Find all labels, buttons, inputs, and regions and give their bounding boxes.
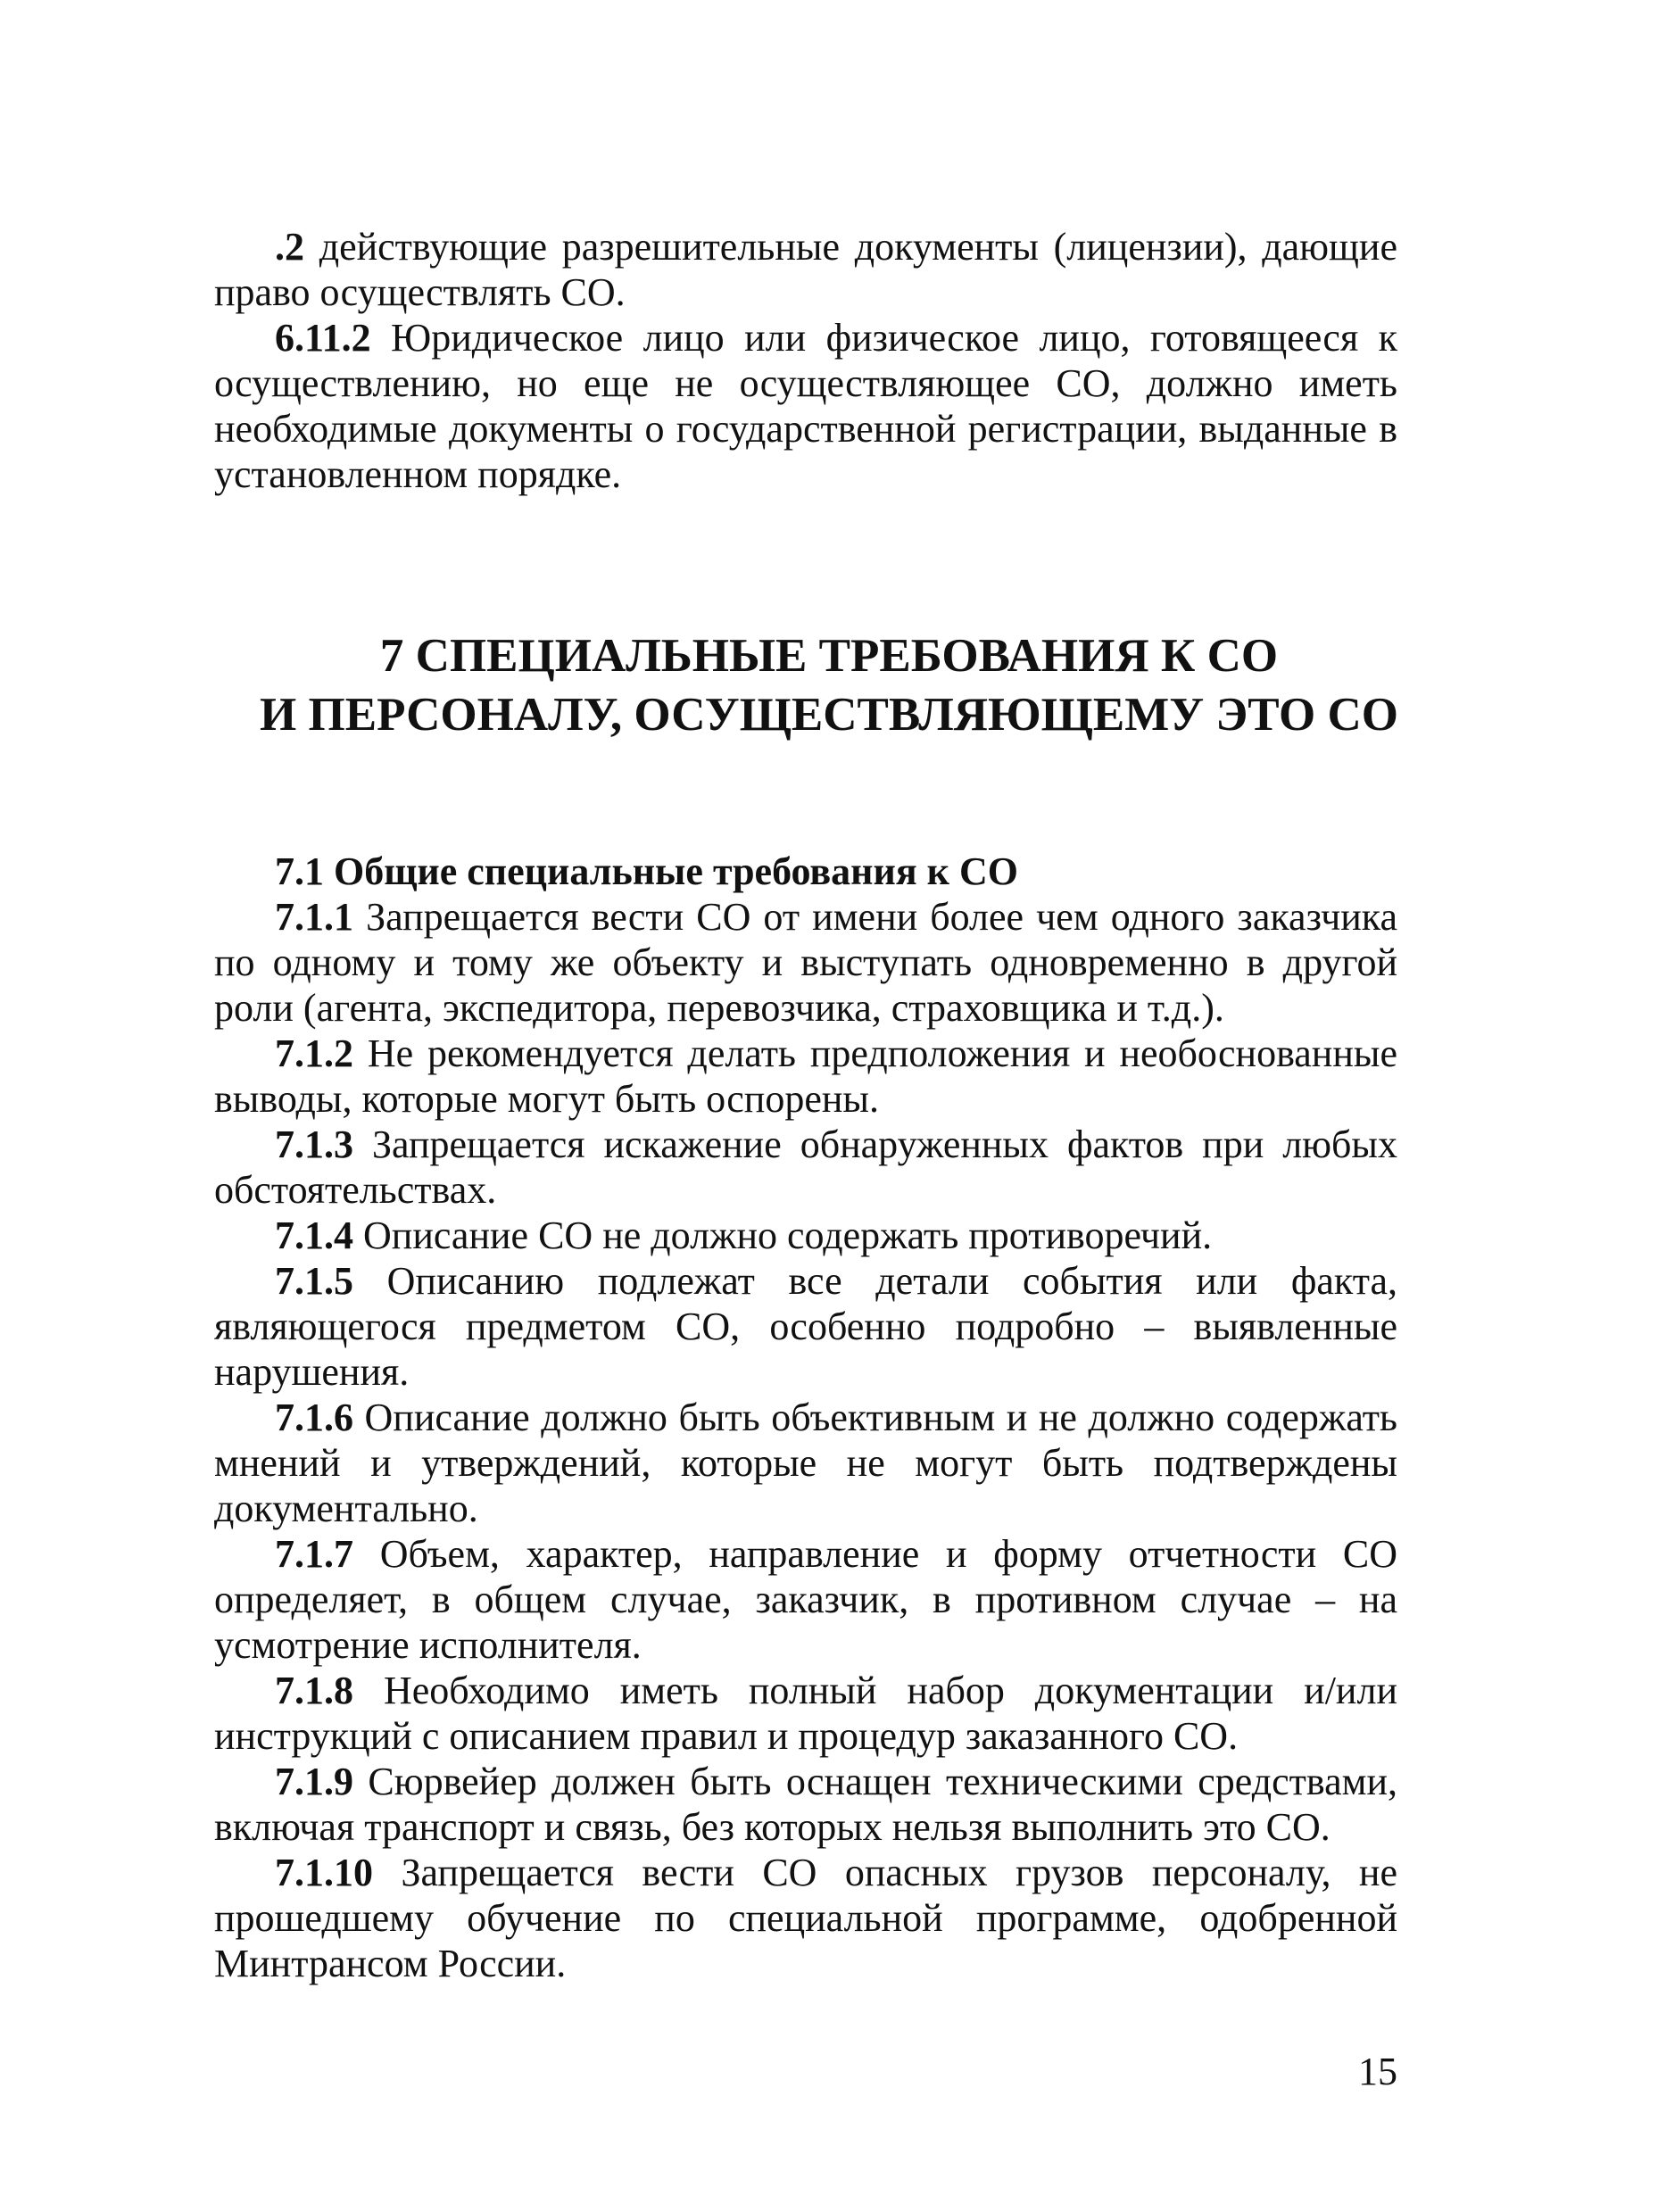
list-item	[214, 1213, 1397, 1258]
item-number: 7.1.6	[275, 1396, 353, 1439]
item-number: 7.1.9	[275, 1760, 353, 1803]
paragraph-number: .2	[275, 225, 304, 269]
item-number: 7.1.1	[275, 895, 353, 939]
paragraph-license	[214, 224, 1397, 315]
item-text: Запрещается вести СО от имени более чем одного заказчика по одному и тому же объекту и выступать одновременно в другой роли (агента, экспедитора, перевозчика, страховщика и т.д.).	[214, 895, 1397, 1030]
item-text: Запрещается вести СО опасных грузов персоналу, не прошедшему обучение по специальной программе, одобренной Минтрансом России.	[214, 1851, 1397, 1985]
item-number: 7.1.4	[275, 1214, 353, 1257]
item-text: Описанию подлежат все детали события или факта, являющегося предметом СО, особенно подробно – выявленные нарушения.	[214, 1259, 1397, 1394]
list-item	[214, 894, 1397, 1031]
list-item	[214, 1759, 1397, 1850]
list-item	[214, 1668, 1397, 1759]
section-heading	[125, 626, 1533, 744]
item-number: 7.1.2	[275, 1031, 353, 1075]
list-item	[214, 1122, 1397, 1213]
item-text: Описание должно быть объективным и не должно содержать мнений и утверждений, которые не могут быть подтверждены документально.	[214, 1396, 1397, 1530]
paragraph-6-11-2	[214, 315, 1397, 497]
list-item	[214, 1258, 1397, 1395]
item-text: Необходимо иметь полный набор документации и/или инструкций с описанием правил и процедур заказанного СО.	[214, 1669, 1397, 1758]
list-item	[214, 1031, 1397, 1122]
section-heading-line-2: И ПЕРСОНАЛУ, ОСУЩЕСТВЛЯЮЩЕМУ ЭТО СО	[260, 689, 1398, 741]
item-text: Сюрвейер должен быть оснащен техническими средствами, включая транспорт и связь, без которых нельзя выполнить это СО.	[214, 1760, 1397, 1849]
item-text: Описание СО не должно содержать противоречий.	[353, 1214, 1213, 1257]
list-item	[214, 1531, 1397, 1668]
item-text: Не рекомендуется делать предположения и необоснованные выводы, которые могут быть оспорены.	[214, 1031, 1397, 1121]
item-number: 7.1.7	[275, 1532, 353, 1576]
section-heading-line-1: 7 СПЕЦИАЛЬНЫЕ ТРЕБОВАНИЯ К СО	[379, 630, 1279, 682]
paragraph-text: действующие разрешительные документы (лицензии), дающие право осуществлять СО.	[214, 225, 1397, 314]
item-number: 7.1.5	[275, 1259, 353, 1303]
item-text: Запрещается искажение обнаруженных фактов при любых обстоятельствах.	[214, 1123, 1397, 1212]
list-item	[214, 1395, 1397, 1531]
subsection-title: 7.1 Общие специальные требования к СО	[275, 849, 1019, 893]
item-number: 7.1.10	[275, 1851, 373, 1894]
item-number: 7.1.8	[275, 1669, 353, 1712]
item-number: 7.1.3	[275, 1123, 353, 1166]
page-number: 15	[1358, 2050, 1397, 2093]
list-item	[214, 1850, 1397, 1986]
section-body	[214, 849, 1397, 1986]
item-text: Объем, характер, направление и форму отчетности СО определяет, в общем случае, заказчик, в противном случае – на усмотрение исполнителя.	[214, 1532, 1397, 1667]
paragraph-number: 6.11.2	[275, 316, 371, 360]
intro-paragraphs	[214, 224, 1397, 497]
paragraph-text: Юридическое лицо или физическое лицо, готовящееся к осуществлению, но еще не осуществляющее СО, должно иметь необходимые документы о государственной регистрации, выданные в установленном порядке.	[214, 316, 1397, 496]
